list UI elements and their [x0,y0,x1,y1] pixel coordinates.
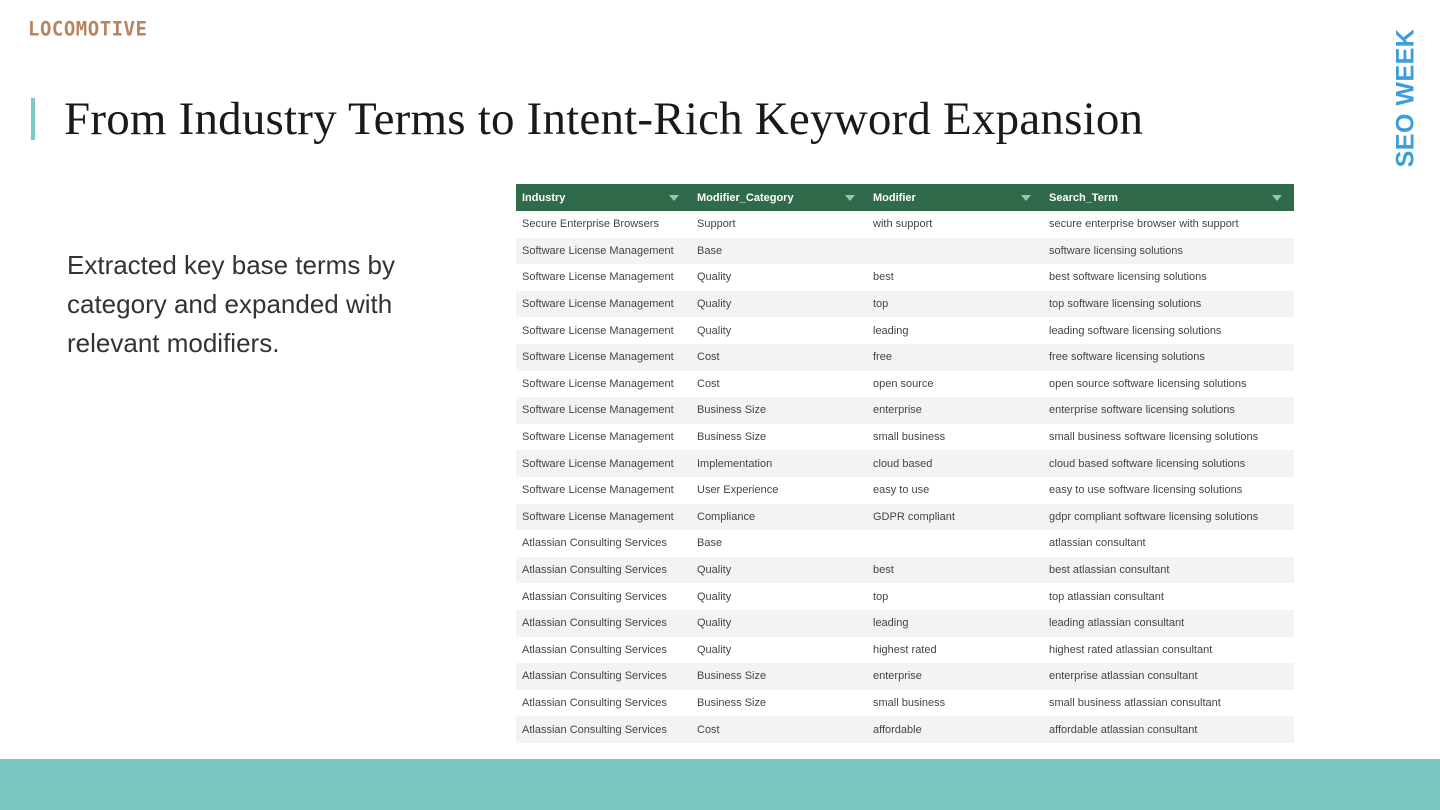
column-header-modifier[interactable] [867,184,1043,211]
cell-industry: Software License Management [522,324,674,337]
cell-search-term: small business atlassian consultant [1049,696,1221,709]
table-row [516,610,1294,637]
column-header-label: Industry [522,191,566,204]
seo-week-brand [1391,20,1421,175]
cell-search-term: leading software licensing solutions [1049,324,1222,337]
table-row [516,583,1294,610]
cell-industry: Atlassian Consulting Services [522,723,667,736]
cell-search-term: enterprise software licensing solutions [1049,404,1235,417]
table-row [516,637,1294,664]
filter-icon[interactable] [845,195,855,201]
description-text: Extracted key base terms by category and expanded with relevant modifiers. [67,250,396,358]
table-row [516,504,1294,531]
cell-modifier-category: Cost [697,351,720,364]
column-header-label: Modifier_Category [697,191,794,204]
cell-search-term: enterprise atlassian consultant [1049,670,1198,683]
table-row [516,317,1294,344]
cell-modifier-category: Support [697,218,736,231]
table-row [516,397,1294,424]
cell-search-term: cloud based software licensing solutions [1049,457,1246,470]
cell-industry: Atlassian Consulting Services [522,617,667,630]
table-row [516,238,1294,265]
cell-industry: Atlassian Consulting Services [522,537,667,550]
cell-modifier: with support [873,218,933,231]
cell-modifier-category: Quality [697,617,732,630]
table-header-row [516,184,1294,211]
table-row [516,211,1294,238]
cell-search-term: best atlassian consultant [1049,564,1170,577]
cell-modifier-category: Quality [697,298,732,311]
table-row [516,716,1294,743]
cell-modifier [867,530,1043,557]
table-row [516,477,1294,504]
cell-industry: Software License Management [522,244,674,257]
cell-industry: Software License Management [522,484,674,497]
cell-modifier-category: Quality [697,643,732,656]
cell-modifier: best [873,271,894,284]
cell-modifier-category: Quality [697,590,732,603]
cell-industry: Software License Management [522,377,674,390]
cell-modifier: cloud based [873,457,933,470]
cell-search-term: secure enterprise browser with support [1049,218,1239,231]
column-header-label: Search_Term [1049,191,1118,204]
cell-modifier-category: Business Size [697,696,767,709]
cell-modifier: small business [873,431,946,444]
cell-industry: Software License Management [522,457,674,470]
column-header-label: Modifier [873,191,916,204]
cell-search-term: free software licensing solutions [1049,351,1205,364]
filter-icon[interactable] [669,195,679,201]
cell-modifier-category: Quality [697,324,732,337]
cell-modifier-category: Cost [697,723,720,736]
cell-search-term: atlassian consultant [1049,537,1146,550]
slide-title: From Industry Terms to Intent-Rich Keyword Expansion [64,93,1144,145]
filter-icon[interactable] [1272,195,1282,201]
cell-modifier: open source [873,377,934,390]
table-row [516,424,1294,451]
company-logo: LOCOMOTIVE [28,17,148,41]
cell-modifier: highest rated [873,643,937,656]
title-accent-bar [31,98,35,140]
cell-search-term: leading atlassian consultant [1049,617,1185,630]
cell-industry: Software License Management [522,271,674,284]
cell-modifier-category: Business Size [697,670,767,683]
cell-modifier: small business [873,696,946,709]
table-row [516,291,1294,318]
cell-modifier [867,238,1043,265]
cell-modifier: free [873,351,892,364]
cell-search-term: top atlassian consultant [1049,590,1164,603]
column-header-search-term[interactable] [1043,184,1294,211]
cell-modifier-category: Quality [697,271,732,284]
table-row [516,450,1294,477]
table-row [516,557,1294,584]
cell-industry: Software License Management [522,431,674,444]
table-row [516,344,1294,371]
cell-modifier-category: Business Size [697,431,767,444]
cell-modifier: top [873,590,889,603]
cell-modifier-category: Compliance [697,510,756,523]
cell-search-term: easy to use software licensing solutions [1049,484,1243,497]
table-row [516,371,1294,398]
cell-modifier: top [873,298,889,311]
cell-search-term: best software licensing solutions [1049,271,1207,284]
cell-industry: Atlassian Consulting Services [522,643,667,656]
seo-week-label: SEO WEEK [1391,28,1420,167]
cell-modifier: leading [873,617,909,630]
cell-modifier-category: Implementation [697,457,773,470]
cell-modifier-category: Base [697,244,723,257]
table-row [516,663,1294,690]
cell-modifier: leading [873,324,909,337]
cell-search-term: gdpr compliant software licensing solutions [1049,510,1259,523]
cell-modifier-category: Quality [697,564,732,577]
table-row [516,530,1294,557]
cell-industry: Atlassian Consulting Services [522,590,667,603]
keyword-table [516,184,1294,743]
filter-icon[interactable] [1021,195,1031,201]
cell-modifier-category: User Experience [697,484,779,497]
cell-modifier: enterprise [873,670,922,683]
cell-modifier: affordable [873,723,922,736]
cell-modifier-category: Cost [697,377,720,390]
keyword-table-container [516,184,1294,743]
cell-industry: Software License Management [522,510,674,523]
cell-modifier: best [873,564,894,577]
footer-band [0,759,1440,810]
column-header-industry[interactable] [516,184,691,211]
cell-industry: Software License Management [522,351,674,364]
cell-industry: Software License Management [522,404,674,417]
cell-modifier: GDPR compliant [873,510,955,523]
cell-industry: Atlassian Consulting Services [522,696,667,709]
column-header-modifier-category[interactable] [691,184,867,211]
cell-modifier: easy to use [873,484,930,497]
table-row [516,690,1294,717]
cell-industry: Atlassian Consulting Services [522,670,667,683]
cell-search-term: top software licensing solutions [1049,298,1202,311]
cell-industry: Software License Management [522,298,674,311]
table-body [516,211,1294,743]
cell-search-term: small business software licensing solutions [1049,431,1259,444]
cell-search-term: highest rated atlassian consultant [1049,643,1213,656]
cell-search-term: open source software licensing solutions [1049,377,1247,390]
cell-search-term: software licensing solutions [1049,244,1183,257]
cell-industry: Atlassian Consulting Services [522,564,667,577]
cell-modifier-category: Business Size [697,404,767,417]
cell-industry: Secure Enterprise Browsers [522,218,659,231]
table-row [516,264,1294,291]
cell-modifier: enterprise [873,404,922,417]
cell-search-term: affordable atlassian consultant [1049,723,1198,736]
cell-modifier-category: Base [697,537,723,550]
